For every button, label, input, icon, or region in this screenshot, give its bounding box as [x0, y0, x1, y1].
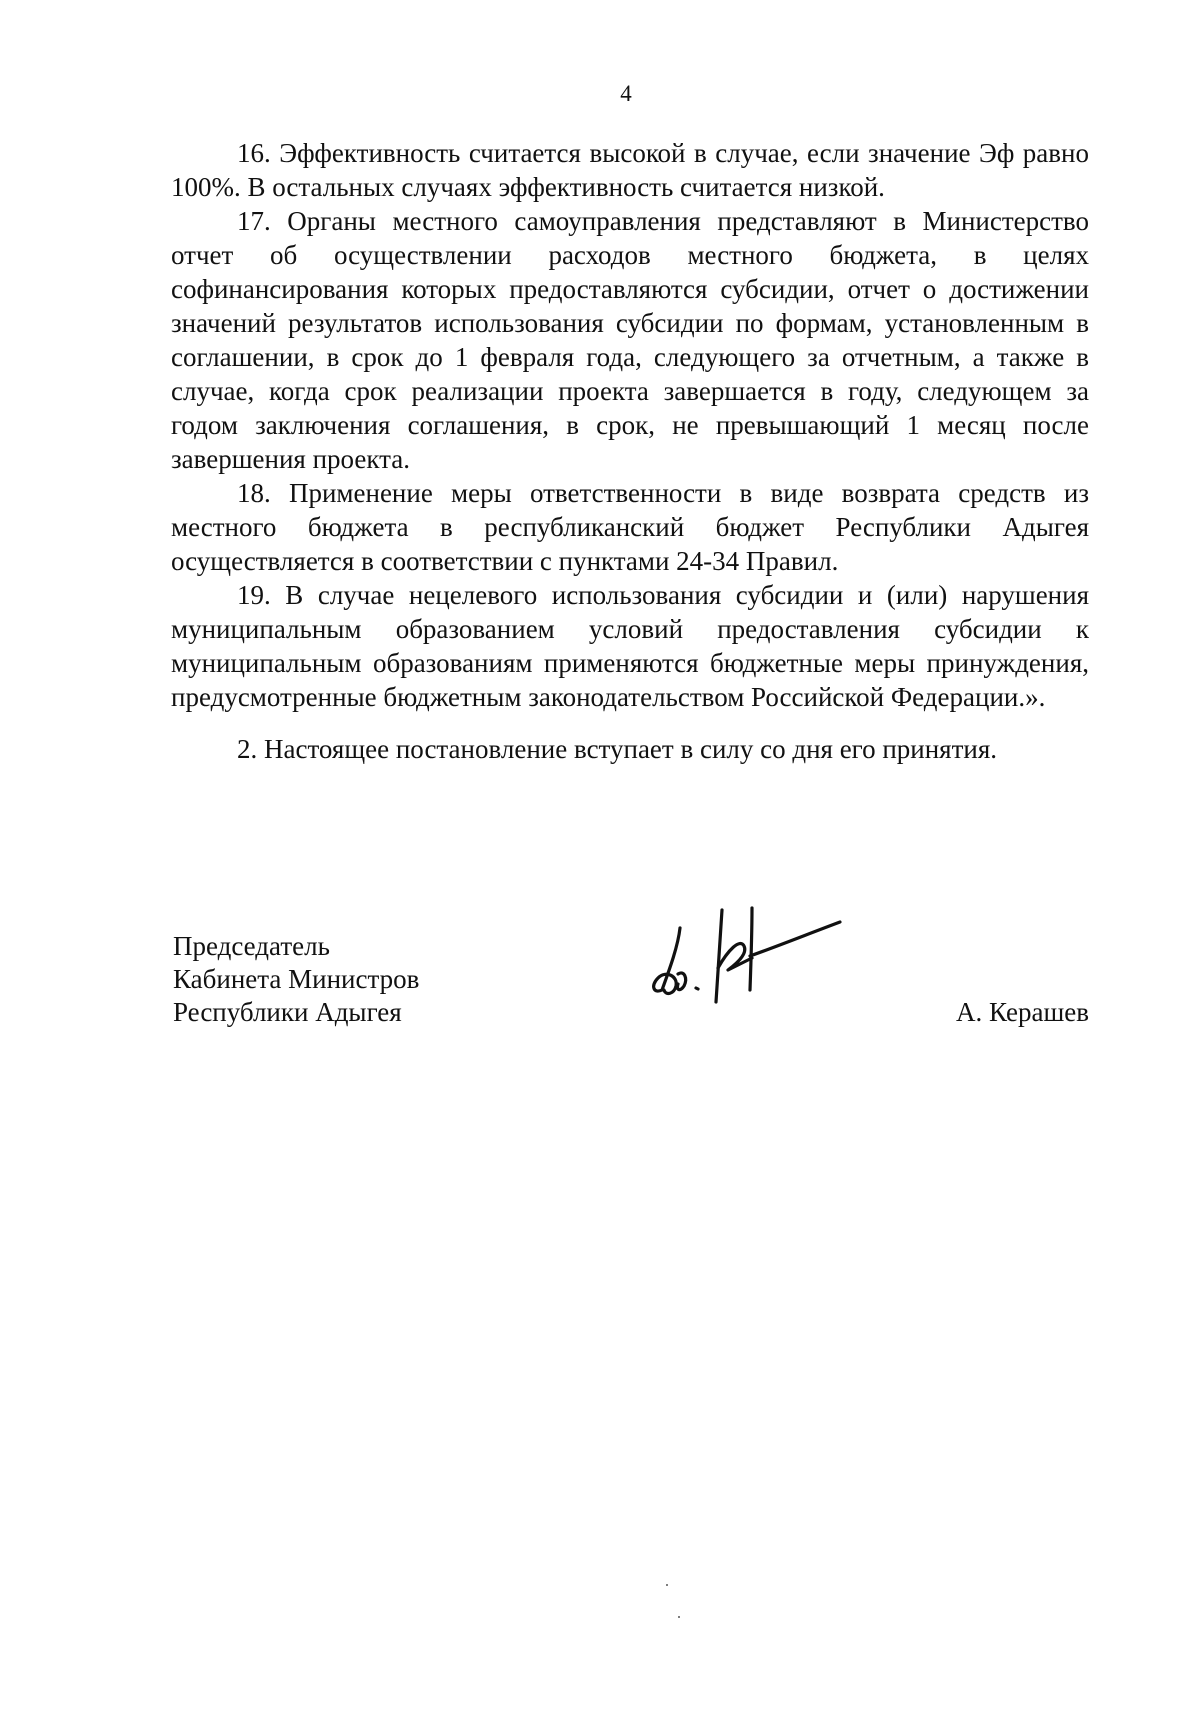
signatory-title-line-2: Кабинета Министров — [173, 964, 420, 994]
signatory-name: А. Керашев — [956, 997, 1089, 1027]
paragraph-16: 16. Эффективность считается высокой в случае, если значение Эф равно 100%. В остальных случаях эффективность считается низкой. — [171, 138, 1089, 202]
document-body — [171, 136, 1089, 766]
page-number: 4 — [620, 81, 632, 106]
signatory-title — [173, 930, 419, 1029]
signatory-title-line-1: Председатель — [173, 931, 330, 961]
paragraph-17: 17. Органы местного самоуправления представляют в Министерство отчет об осуществлении расходов местного бюджета, в целях софинансирования которых предоставляются субсидии, отчет о достижении значений результатов использования субсидии по формам, установленным в соглашении, в срок до 1 февраля года, следующего за отчетным, а также в случае, когда срок реализации проекта завершается в году, следующем за годом заключения соглашения, в срок, не превышающий 1 месяц после завершения проекта. — [171, 206, 1089, 474]
paragraph-18: 18. Применение меры ответственности в виде возврата средств из местного бюджета в республиканский бюджет Республики Адыгея осуществляется в соответствии с пунктами 24-34 Правил. — [171, 478, 1089, 576]
handwritten-signature — [648, 898, 848, 1010]
scan-speck — [678, 1616, 680, 1618]
paragraph-19: 19. В случае нецелевого использования субсидии и (или) нарушения муниципальным образованием условий предоставления субсидии к муниципальным образованиям применяются бюджетные меры принуждения, предусмотренные бюджетным законодательством Российской Федерации.». — [171, 580, 1089, 712]
scan-speck — [666, 1584, 668, 1586]
final-clause: 2. Настоящее постановление вступает в силу со дня его принятия. — [237, 734, 998, 764]
signatory-title-line-3: Республики Адыгея — [173, 997, 402, 1027]
